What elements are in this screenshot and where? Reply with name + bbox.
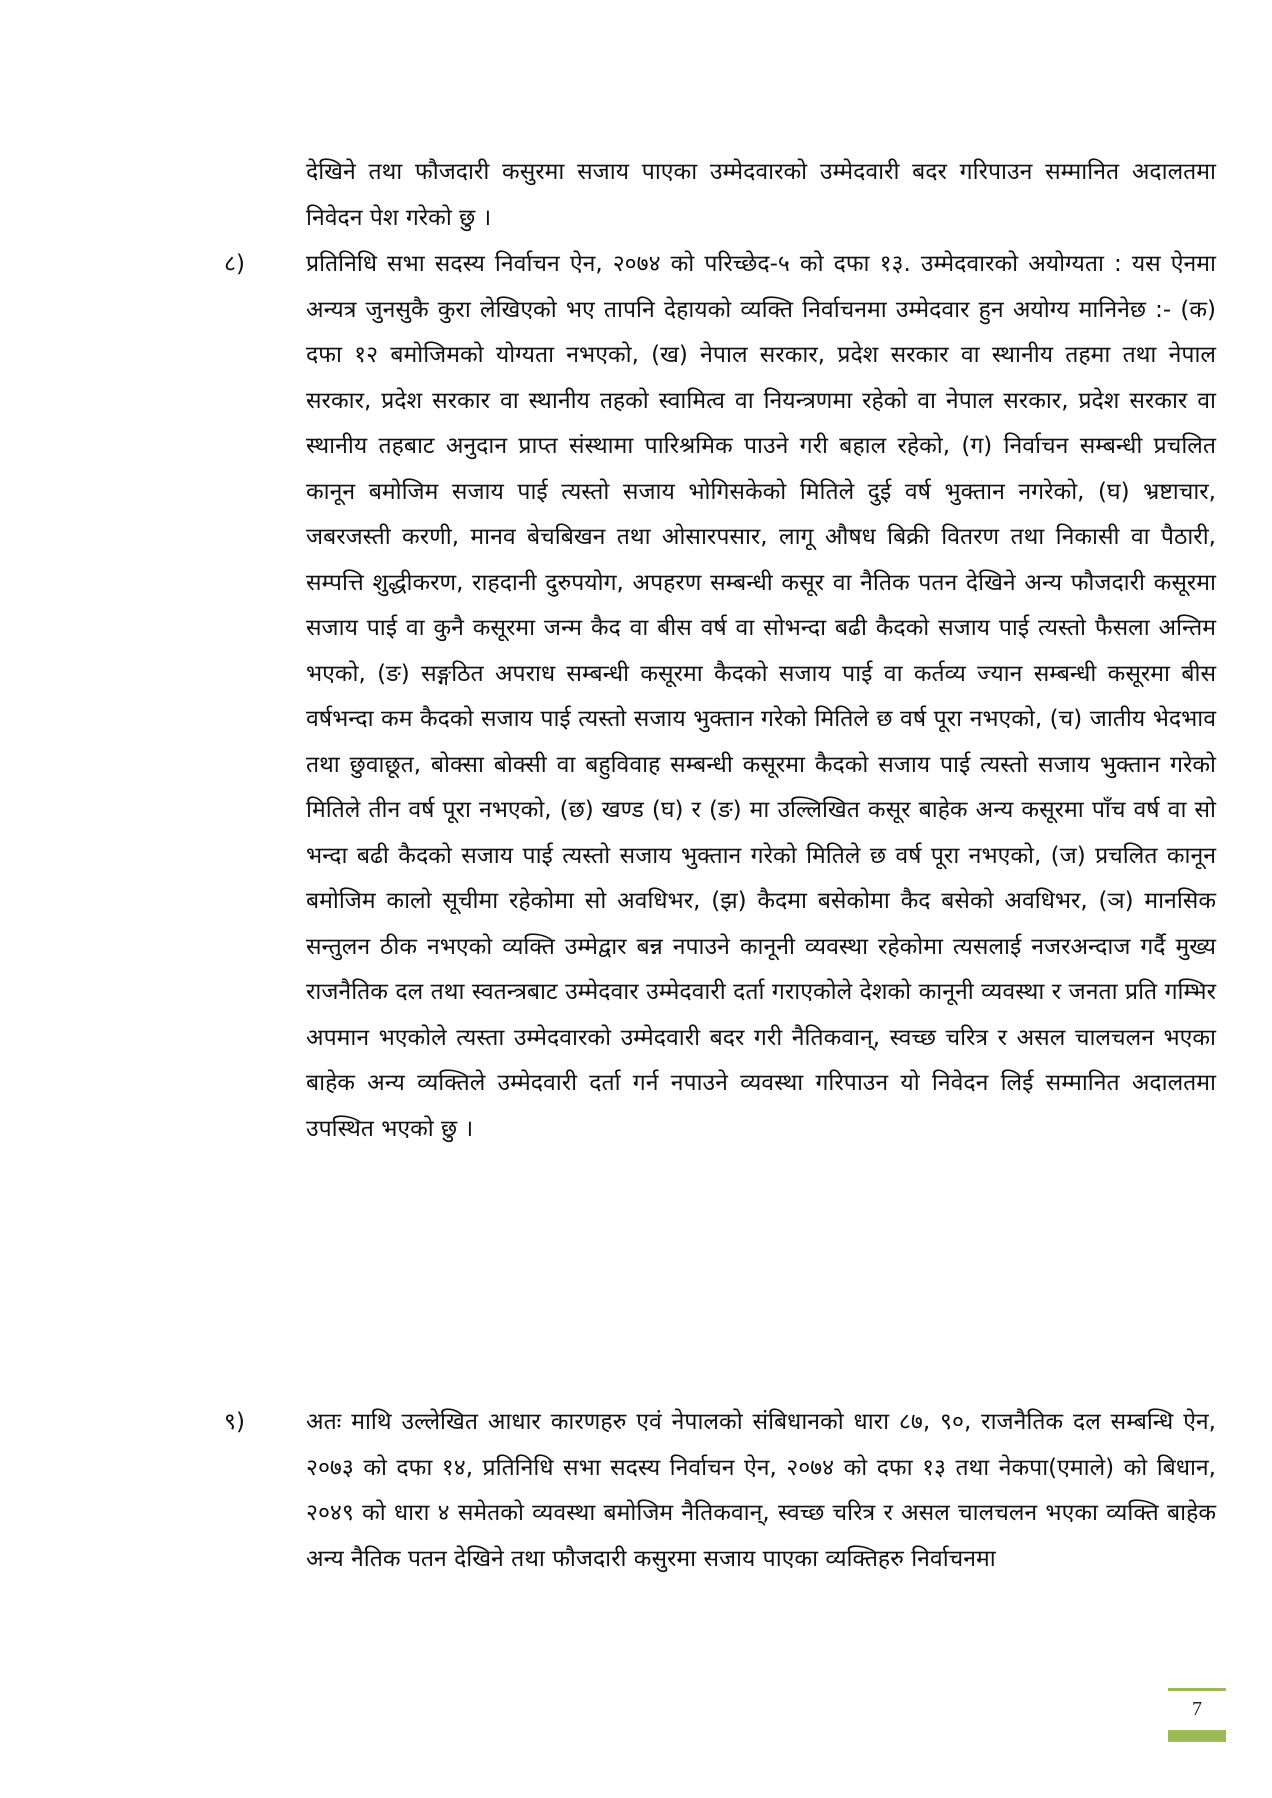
paragraph-8-text: प्रतिनिधि सभा सदस्य निर्वाचन ऐन, २०७४ को परिच्छेद-५ को दफा १३. उम्मेदवारको अयोग्यता : यस ऐनमा अन्यत्र जुनसुकै कुरा लेखिएको भए तापनि देहायको व्यक्ति निर्वाचनमा उम्मेदवार हुन अयोग्य मानिनेछ :- (क) दफा १२ बमोजिमको योग्यता नभएको, (ख) नेपाल सरकार, प्रदेश सरकार वा स्थानीय तहमा तथा नेपाल सरकार, प्रदेश सरकार वा स्थानीय तहको स्वामित्व वा नियन्त्रणमा रहेको वा नेपाल सरकार, प्रदेश सरकार वा स्थानीय तहबाट अनुदान प्राप्त संस्थामा पारिश्रमिक पाउने गरी बहाल रहेको, (ग) निर्वाचन सम्बन्धी प्रचलित कानून बमोजिम सजाय पाई त्यस्तो सजाय भोगिसकेको मितिले दुई वर्ष भुक्तान नगरेको, (घ) भ्रष्टाचार, जबरजस्ती करणी, मानव बेचबिखन तथा ओसारपसार, लागू औषध बिक्री वितरण तथा निकासी वा पैठारी, सम्पत्ति शुद्धीकरण, राहदानी दुरुपयोग, अपहरण सम्बन्धी कसूर वा नैतिक पतन देखिने अन्य फौजदारी कसूरमा सजाय पाई वा कुनै कसूरमा जन्म कैद वा बीस वर्ष वा सोभन्दा बढी कैदको सजाय पाई त्यस्तो फैसला अन्तिम भएको, (ङ) सङ्गठित अपराध सम्बन्धी कसूरमा कैदको सजाय पाई वा कर्तव्य ज्यान सम्बन्धी कसूरमा बीस वर्षभन्दा कम कैदको सजाय पाई त्यस्तो सजाय भुक्तान गरेको मितिले छ वर्ष पूरा नभएको, (च) जातीय भेदभाव तथा छुवाछूत, बोक्सा बोक्सी वा बहुविवाह सम्बन्धी कसूरमा कैदको सजाय पाई त्यस्तो सजाय भुक्तान गरेको मितिले तीन वर्ष पूरा नभएको, (छ) खण्ड (घ) र (ङ) मा उल्लिखित कसूर बाहेक अन्य कसूरमा पाँच वर्ष वा सो भन्दा बढी कैदको सजाय पाई त्यस्तो सजाय भुक्तान गरेको मितिले छ वर्ष पूरा नभएको, (ज) प्रचलित कानून बमोजिम कालो सूचीमा रहेकोमा सो अवधिभर, (झ) कैदमा बसेकोमा कैद बसेको अवधिभर, (ञ) मानसिक सन्तुलन ठीक नभएको व्यक्ति उम्मेद्वार बन्न नपाउने कानूनी व्यवस्था रहेकोमा त्यसलाई नजरअन्दाज गर्दै मुख्य राजनैतिक दल तथा स्वतन्त्रबाट उम्मेदवार उम्मेदवारी दर्ता गराएकोले देशको कानूनी व्यवस्था र जनता प्रति गम्भिर अपमान भएकोले त्यस्ता उम्मेदवारको उम्मेदवारी बदर गरी नैतिकवान्, स्वच्छ चरित्र र असल चालचलन भएका बाहेक अन्य व्यक्तिले उम्मेदवारी दर्ता गर्न नपाउने व्यवस्था गरिपाउन यो निवेदन लिई सम्मानित अदालतमा उपस्थित भएको छु । — [306, 251, 1216, 1142]
page-number: 7 — [1192, 1698, 1202, 1720]
paragraph-number-9: ९) — [224, 1409, 245, 1435]
footer-rule-bottom — [1168, 1730, 1226, 1742]
footer-rule-top — [1168, 1688, 1226, 1691]
intro-paragraph: देखिने तथा फौजदारी कसुरमा सजाय पाएका उम्मेदवारको उम्मेदवारी बदर गरिपाउन सम्मानित अदालतमा निवेदन पेश गरेको छु । — [306, 159, 1216, 231]
paragraph-9-text: अतः माथि उल्लेखित आधार कारणहरु एवं नेपालको संबिधानको धारा ८७, ९०, राजनैतिक दल सम्बन्धि ऐन, २०७३ को दफा १४, प्रतिनिधि सभा सदस्य निर्वाचन ऐन, २०७४ को दफा १३ तथा नेकपा(एमाले) को बिधान, २०४९ को धारा ४ समेतको व्यवस्था बमोजिम नैतिकवान्, स्वच्छ चरित्र र असल चालचलन भएका व्यक्ति बाहेक अन्य नैतिक पतन देखिने तथा फौजदारी कसुरमा सजाय पाएका व्यक्तिहरु निर्वाचनमा — [306, 1409, 1216, 1572]
paragraph-number-8: ८) — [224, 251, 245, 277]
